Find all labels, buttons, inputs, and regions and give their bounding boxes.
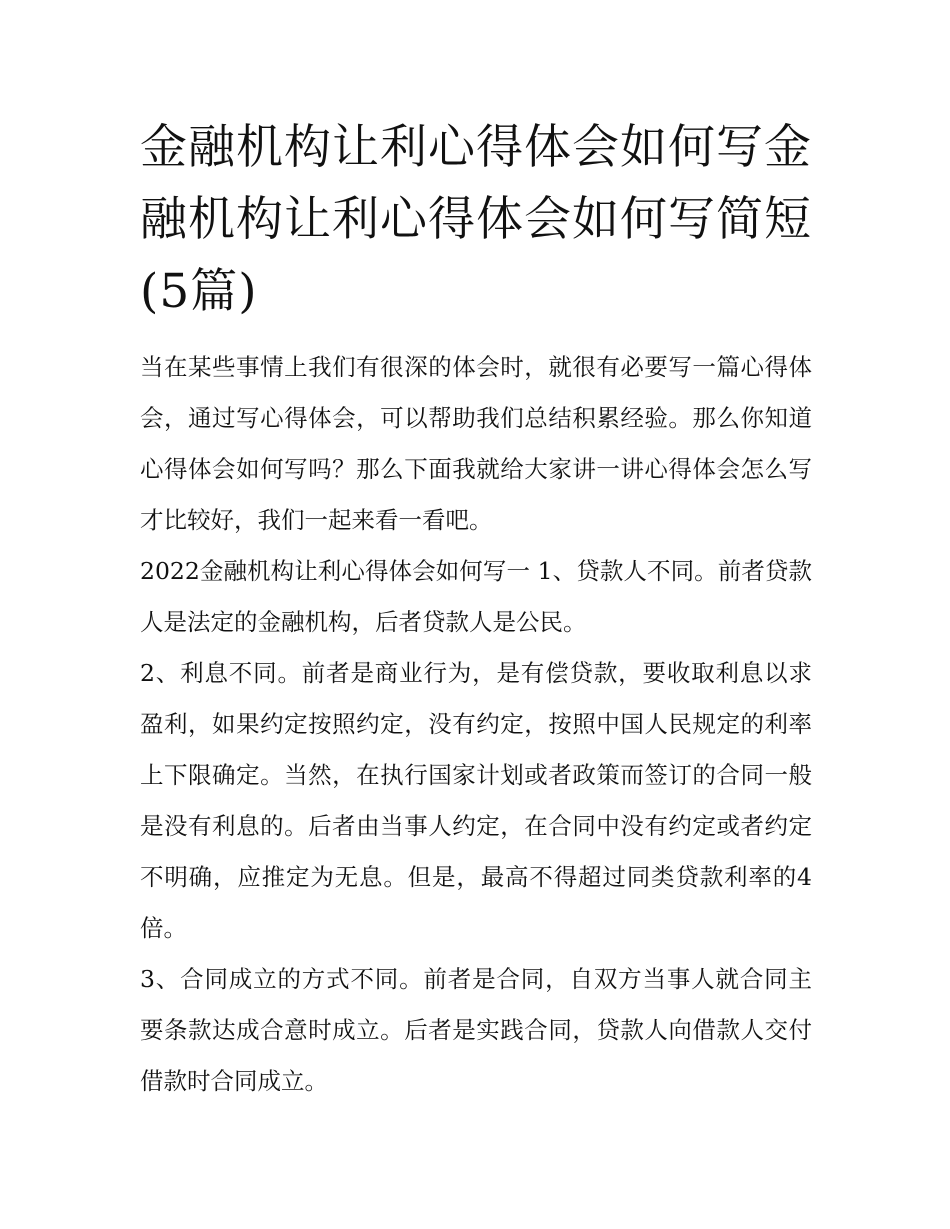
paragraph-point-1: 2022金融机构让利心得体会如何写一 1、贷款人不同。前者贷款人是法定的金融机构，后者贷款人是公民。 bbox=[140, 557, 812, 636]
paragraph-point-2: 2、利息不同。前者是商业行为，是有偿贷款，要收取利息以求盈利，如果约定按照约定，没有约定，按照中国人民规定的利率上下限确定。当然，在执行国家计划或者政策而签订的合同一般是没有利息的。后者由当事人约定，在合同中没有约定或者约定不明确，应推定为无息。但是，最高不得超过同类贷款利率的4倍。 bbox=[140, 659, 812, 942]
paragraph-intro: 当在某些事情上我们有很深的体会时，就很有必要写一篇心得体会，通过写心得体会，可以帮助我们总结积累经验。那么你知道心得体会如何写吗？那么下面我就给大家讲一讲心得体会怎么写才比较好，我们一起来看一看吧。 bbox=[140, 353, 812, 534]
document-page bbox=[140, 112, 812, 1107]
paragraph-point-3: 3、合同成立的方式不同。前者是合同，自双方当事人就合同主要条款达成合意时成立。后者是实践合同，贷款人向借款人交付借款时合同成立。 bbox=[140, 965, 812, 1095]
document-title: 金融机构让利心得体会如何写金融机构让利心得体会如何写简短(5篇) bbox=[140, 120, 812, 319]
